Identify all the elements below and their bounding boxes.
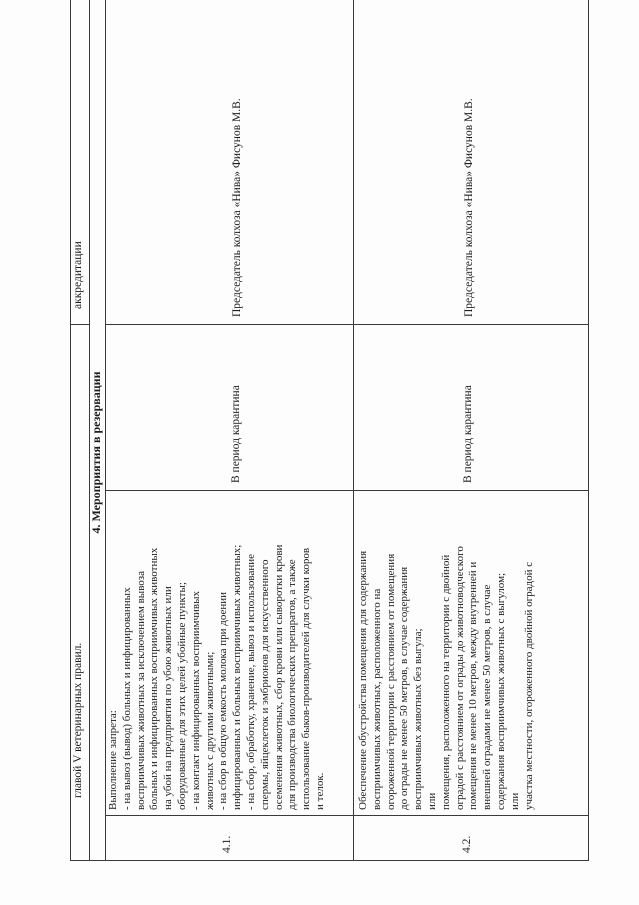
- measure-line: внешней оградами не менее 50 метров, в случае: [481, 584, 494, 810]
- table-left-border: [70, 860, 588, 861]
- measure-line: осеменения животных, сбор крови или сыворотки крови: [272, 544, 285, 810]
- measure-line: до ограды не менее 50 метров, в случае содержания: [398, 566, 411, 810]
- measure-line: помещения не менее 10 метров, между внутренней и: [467, 561, 480, 810]
- table-bottom-border: [588, 0, 589, 861]
- measure-line: для производства биологических препаратов, а также: [286, 559, 299, 810]
- measure-line: - на контакт инфицированных восприимчивых: [189, 591, 202, 810]
- measure-line: огороженной территории с расстоянием от помещения: [384, 553, 397, 810]
- measure-line: и телок.: [313, 772, 326, 810]
- measure-line: или: [425, 792, 438, 810]
- measure-line: оборудованные для этих целей убойные пункты;: [175, 582, 188, 810]
- measure-line: восприимчивых животных без выгула;: [412, 628, 425, 810]
- continuation-text: главой V ветеринарных правил.: [72, 642, 84, 798]
- deadline-column-divider: [105, 324, 588, 325]
- measure-line: инфицированных и больных восприимчивых животных;: [231, 544, 244, 810]
- measure-line: спермы, яйцеклеток и эмбрионов для искусственного: [258, 559, 271, 810]
- measure-line: восприимчивых животных, расположенного на: [370, 588, 383, 810]
- measure-line: - на вывоз (вывод) больных и инфицированных: [120, 587, 133, 810]
- measure-text-4-1: [107, 495, 328, 810]
- row-number: 4.2.: [461, 835, 473, 853]
- rule-after-section-title: [105, 0, 106, 861]
- measure-line: или: [508, 792, 521, 810]
- measure-line: - на сбор в общую емкость молока при доении: [217, 591, 230, 810]
- measure-line: Выполнение запрета:: [107, 710, 119, 810]
- measure-line: - на сбор, обработку, хранение, вывоз и использование: [244, 554, 257, 810]
- row-number: 4.1.: [221, 835, 233, 853]
- section-title: 4. Мероприятия в резервации: [89, 371, 103, 534]
- responsible-4-2: Председатель колхоза «Нива» Фисунов М.В.: [463, 98, 475, 317]
- deadline-4-1: В период карантина: [230, 385, 242, 483]
- rule-between-rows: [353, 0, 354, 861]
- measure-column-divider: [105, 490, 588, 491]
- responsible-4-1: Председатель колхоза «Нива» Фисунов М.В.: [231, 98, 243, 317]
- continuation-divider: [70, 324, 89, 325]
- deadline-4-2: В период карантина: [462, 385, 474, 483]
- measure-line: помещения, расположенного на территории с двойной: [439, 554, 452, 810]
- measure-line: больных и инфицированных восприимчивых животных: [148, 547, 161, 810]
- measure-line: участка местности, огороженного двойной оградой с: [522, 561, 535, 810]
- continuation-text-right: аккредитации: [72, 241, 84, 309]
- measure-line: оградой с расстоянием от ограды до животноводческого: [453, 546, 466, 810]
- number-column-divider: [105, 815, 588, 816]
- measure-line: животных с другими животными;: [203, 651, 216, 810]
- measure-line: Обеспечение обустройства помещения для содержания: [357, 550, 369, 810]
- measure-line: восприимчивых животных за исключением вывоза: [134, 570, 147, 810]
- measure-text-4-2: [357, 495, 536, 810]
- table-top-border: [70, 0, 71, 861]
- measure-line: на убой на предприятия по убою животных или: [162, 586, 175, 810]
- measure-line: использование быков-производителей для случки коров: [300, 547, 313, 810]
- measure-line: содержания восприимчивых животных с выгулом;: [494, 572, 507, 810]
